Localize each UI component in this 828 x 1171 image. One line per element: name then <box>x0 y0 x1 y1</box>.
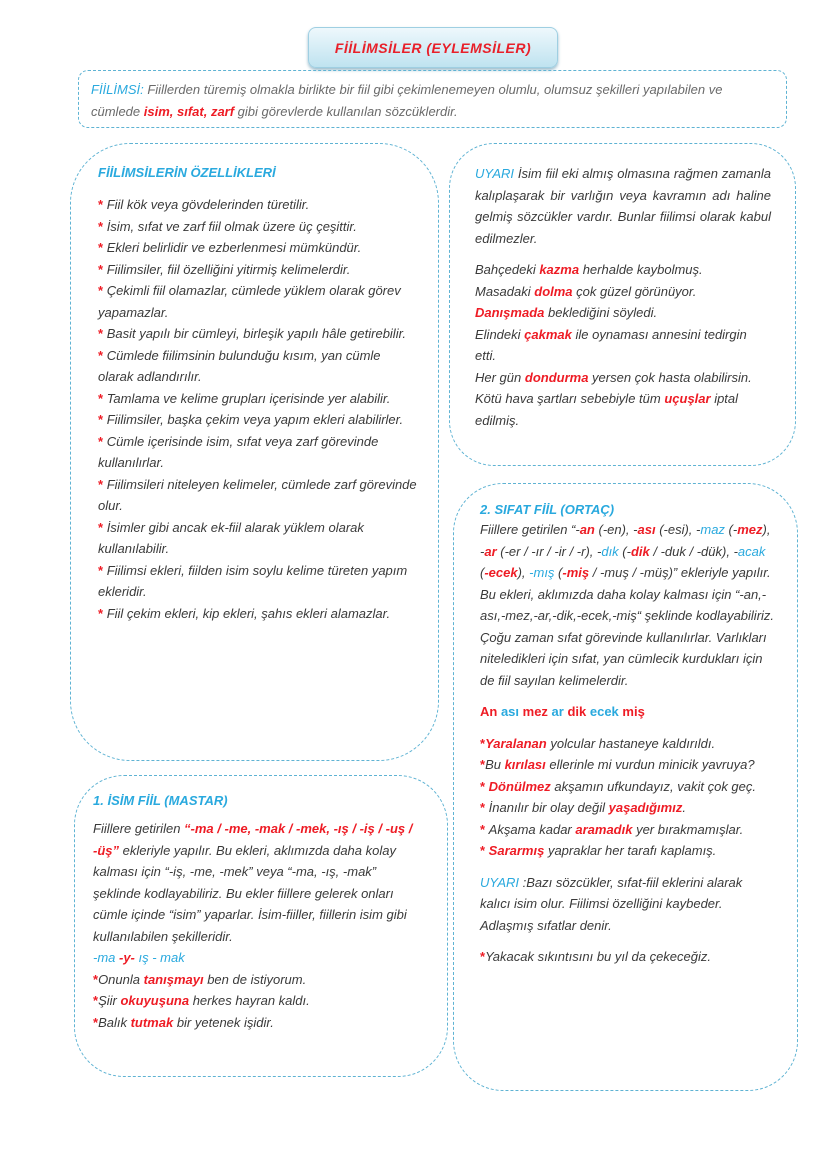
text-segment: Yakacak sıkıntısını bu yıl da çekeceğiz. <box>485 949 711 964</box>
bullet-star: * <box>98 347 104 363</box>
text-segment: yersen çok hasta olabilirsin. <box>588 369 752 385</box>
feature-item <box>98 323 418 345</box>
text-segment: Bu <box>485 757 505 772</box>
sifat-fiil-mnemonic <box>480 701 775 723</box>
example-sentence <box>475 367 771 389</box>
bullet-star: * <box>98 433 104 449</box>
feature-text: Cümlede fiilimsinin bulunduğu kısım, yan cümle olarak adlandırılır. <box>98 347 381 384</box>
highlight-text: ar <box>484 543 497 559</box>
bullet-star: * <box>98 519 104 535</box>
blue-label: -ma <box>93 950 119 965</box>
text-segment: Onunla <box>98 971 144 987</box>
bullet-star: * <box>480 735 486 751</box>
text-segment: (- <box>618 543 631 559</box>
bullet-star: * <box>98 562 104 578</box>
bullet-star: * <box>98 605 104 621</box>
bullet-star: * <box>98 261 104 277</box>
feature-item <box>98 388 418 410</box>
feature-item <box>98 474 418 517</box>
bullet-star: * <box>480 821 489 837</box>
blue-label: UYARI <box>475 166 515 181</box>
feature-text: Basit yapılı bir cümleyi, birleşik yapılı hâle getirebilir. <box>106 326 407 341</box>
blue-label: ecek <box>589 704 623 719</box>
bullet-star: * <box>98 218 104 234</box>
text-segment: beklediğini söyledi. <box>544 305 658 320</box>
example-sentence <box>93 990 427 1012</box>
feature-item <box>98 603 418 625</box>
highlight-text: ası <box>637 522 656 537</box>
sifat-fiil-examples <box>480 733 775 862</box>
blue-label: ış - mak <box>134 950 185 965</box>
feature-item <box>98 259 418 281</box>
example-sentence <box>480 797 775 819</box>
text-segment: yolcular hastaneye kaldırıldı. <box>546 735 716 751</box>
text-segment: İnanılır bir olay değil <box>488 800 609 815</box>
feature-text: Fiilimsi ekleri, fiilden isim soylu kelime türeten yapım ekleridir. <box>98 562 408 599</box>
example-sentence <box>480 819 775 841</box>
feature-item <box>98 237 418 259</box>
text-segment: ( <box>480 565 485 580</box>
text-segment: Elindeki <box>475 326 525 342</box>
text-segment: (-er / -ır / -ir / -r), - <box>496 543 602 559</box>
text-segment: (-en), - <box>594 522 638 537</box>
text-segment: / -muş / -müş)” ekleriyle yapılır. Bu ekleri, aklımızda daha kolay kalması için “-an,-ası,-mez,-ar,-dik,-ecek,-miş“ şeklinde kodlayabiliriz. Çoğu zaman sıfat görevinde kullanılırlar. Varlıkları niteledikleri için sıfat, yan cümlecik kurdukları için de fiil sayılan kelimelerdir. <box>480 565 775 688</box>
features-heading: FİİLİMSİLERİN ÖZELLİKLERİ <box>98 165 276 180</box>
feature-item <box>98 216 418 238</box>
text-segment: ), <box>517 565 530 580</box>
bullet-star: * <box>98 412 104 427</box>
example-sentence <box>480 733 775 755</box>
isim-fiil-examples <box>93 969 427 1034</box>
feature-item <box>98 560 418 603</box>
example-sentence <box>475 388 771 431</box>
feature-item <box>98 345 418 388</box>
feature-text: Fiilimsiler, fiil özelliğini yitirmiş kelimelerdir. <box>106 261 351 277</box>
feature-text: Fiil kök veya gövdelerinden türetilir. <box>106 197 310 212</box>
text-segment: herhalde kaybolmuş. <box>579 262 703 277</box>
text-segment: Fiillere getirilen “- <box>480 522 580 537</box>
feature-text: Fiil çekim ekleri, kip ekleri, şahıs ekleri alamazlar. <box>106 605 391 621</box>
bullet-star: * <box>98 326 104 341</box>
example-sentence <box>475 259 771 281</box>
highlight-text: tutmak <box>130 1014 174 1030</box>
feature-item <box>98 517 418 560</box>
text-segment: :Bazı sözcükler, sıfat-fiil eklerini alarak kalıcı isim olur. Fiilimsi özelliğini kaybeder. Adlaşmış sıfatlar denir. <box>480 874 743 933</box>
text-segment: ( <box>554 565 563 580</box>
highlight-text: dolma <box>534 283 573 299</box>
highlight-text: -y- <box>119 950 135 965</box>
warning-box <box>449 143 796 466</box>
text-segment: yer bırakmamışlar. <box>632 821 744 837</box>
highlight-text: tanışmayı <box>143 971 204 987</box>
highlight-text: dik <box>567 704 590 719</box>
feature-text: Fiilimsileri niteleyen kelimeler, cümlede zarf görevinde olur. <box>98 476 417 513</box>
text-segment: ellerinle mi vurdun minicik yavruya? <box>545 757 755 772</box>
bullet-star: * <box>480 757 486 772</box>
text-segment: akşamın ufkundayız, vakit çok geç. <box>550 778 757 794</box>
feature-text: Ekleri belirlidir ve ezberlenmesi mümkündür. <box>106 240 362 255</box>
text-segment: ), - <box>480 522 771 559</box>
warning-examples <box>475 259 771 431</box>
bullet-star: * <box>98 390 104 406</box>
text-segment: . <box>682 800 686 815</box>
text-segment: Masadaki <box>475 283 535 299</box>
text-segment: ben de istiyorum. <box>203 971 307 987</box>
example-sentence <box>93 969 427 991</box>
bullet-star: * <box>93 971 99 987</box>
example-sentence <box>480 776 775 798</box>
highlight-text: dik <box>630 543 650 559</box>
warning-text <box>475 163 771 249</box>
example-sentence <box>480 754 775 776</box>
text-segment: İsim fiil eki almış olmasına rağmen zamanla kalıplaşarak bir varlığın veya kavramın adı haline gelmiş sözcükler vardır. Bunlar fiilimsi olarak kabul edilmezler. <box>475 166 771 246</box>
text-segment: herkes hayran kaldı. <box>189 993 310 1008</box>
bullet-star: * <box>480 800 489 815</box>
feature-item <box>98 194 418 216</box>
bullet-star: * <box>480 949 486 964</box>
example-sentence <box>93 1012 427 1034</box>
example-sentence <box>475 302 771 324</box>
sifat-fiil-body <box>480 519 775 691</box>
isim-fiil-code <box>93 947 427 969</box>
blue-label: ar <box>551 704 568 719</box>
sifat-fiil-last-example <box>480 946 775 968</box>
definition-text <box>91 79 774 122</box>
highlight-text: Danışmada <box>475 305 545 320</box>
sifat-fiil-heading: 2. SIFAT FİİL (ORTAÇ) <box>480 502 615 517</box>
bullet-star: * <box>98 283 104 298</box>
blue-label: -mış <box>529 565 555 580</box>
example-sentence <box>475 324 771 367</box>
example-sentence <box>475 281 771 303</box>
highlight-text: uçuşlar <box>664 391 711 406</box>
page-title: FİİLİMSİLER (EYLEMSİLER) <box>308 27 558 68</box>
highlight-text: mez <box>522 704 552 719</box>
bullet-star: * <box>480 778 489 794</box>
text-segment: Akşama kadar <box>488 821 576 837</box>
highlight-text: aramadık <box>575 821 633 837</box>
example-sentence <box>480 840 775 862</box>
text-segment: yapraklar her tarafı kaplamış. <box>544 843 717 858</box>
feature-text: Tamlama ve kelime grupları içerisinde yer alabilir. <box>106 390 391 406</box>
text-segment: (- <box>724 522 738 537</box>
text-segment: çok güzel görünüyor. <box>572 283 697 299</box>
feature-item <box>98 431 418 474</box>
highlight-text: Yaralanan <box>485 735 547 751</box>
blue-label: maz <box>700 522 725 537</box>
isim-fiil-box <box>74 775 448 1077</box>
highlight-text: okuyuşuna <box>120 993 190 1008</box>
feature-text: Cümle içerisinde isim, sıfat veya zarf görevinde kullanılırlar. <box>98 433 379 470</box>
isim-fiil-body <box>93 818 427 947</box>
highlight-text: mez <box>737 522 763 537</box>
text-segment: Bahçedeki <box>475 262 540 277</box>
highlight-text: yaşadığımız <box>608 800 683 815</box>
sifat-fiil-warning <box>480 872 775 937</box>
feature-text: Fiilimsiler, başka çekim veya yapım ekleri alabilirler. <box>106 412 404 427</box>
highlight-text: An <box>480 704 501 719</box>
text-segment: (-esi), - <box>655 522 701 537</box>
features-box <box>70 143 439 761</box>
text-segment: ile oynaması annesini tedirgin etti. <box>475 326 747 363</box>
text-segment: iptal edilmiş. <box>475 391 739 428</box>
blue-label: FİİLİMSİ: <box>91 82 144 97</box>
sifat-fiil-box <box>453 483 798 1091</box>
bullet-star: * <box>98 476 104 492</box>
text-segment: bir yetenek işidir. <box>173 1014 274 1030</box>
text-segment: Fiillerden türemiş olmakla birlikte bir fiil gibi çekimlenemeyen olumlu, olumsuz şekilleri yapılabilen ve cümlede <box>91 82 723 119</box>
blue-label: ası <box>500 704 523 719</box>
definition-box <box>78 70 787 128</box>
highlight-text: Sararmış <box>488 843 545 858</box>
text-segment: gibi görevlerde kullanılan sözcüklerdir. <box>234 103 458 119</box>
feature-text: Çekimli fiil olamazlar, cümlede yüklem olarak görev yapamazlar. <box>98 283 401 320</box>
highlight-text: -miş <box>562 565 590 580</box>
text-segment: Her gün <box>475 369 525 385</box>
highlight-text: -ecek <box>484 565 518 580</box>
text-segment: / -duk / -dük), - <box>649 543 738 559</box>
text-segment: Fiillere getirilen <box>93 821 185 836</box>
highlight-text: kazma <box>539 262 580 277</box>
isim-fiil-heading: 1. İSİM FİİL (MASTAR) <box>93 793 228 808</box>
text-segment: Balık <box>98 1014 131 1030</box>
text-segment: Kötü hava şartları sebebiyle tüm <box>475 391 665 406</box>
highlight-text: an <box>579 522 595 537</box>
feature-item <box>98 280 418 323</box>
feature-text: İsim, sıfat ve zarf fiil olmak üzere üç çeşittir. <box>106 218 357 234</box>
bullet-star: * <box>93 993 99 1008</box>
feature-item <box>98 409 418 431</box>
bullet-star: * <box>93 1014 99 1030</box>
blue-label: UYARI <box>480 874 520 890</box>
text-segment: Şiir <box>98 993 121 1008</box>
highlight-text: dondurma <box>524 369 589 385</box>
highlight-text: “-ma / -me, -mak / -mek, -ış / -iş / -uş / -üş” <box>93 821 413 858</box>
features-list <box>98 194 418 624</box>
highlight-text: Dönülmez <box>488 778 551 794</box>
bullet-star: * <box>98 197 104 212</box>
bullet-star: * <box>98 240 104 255</box>
highlight-text: isim, sıfat, zarf <box>143 103 235 119</box>
blue-label: acak <box>737 543 766 559</box>
highlight-text: kırılası <box>504 757 546 772</box>
highlight-text: çakmak <box>524 326 572 342</box>
bullet-star: * <box>480 843 489 858</box>
blue-label: dık <box>601 543 619 559</box>
text-segment: ekleriyle yapılır. Bu ekleri, aklımızda daha kolay kalması için “-iş, -me, -mek” veya “-ma, -ış, -mak” şeklinde kodlayabiliriz. Bu ekler fiillere gelerek onları cümle içinde “isim” yaparlar. İsim-fiiller, fiillerin isim gibi kullanılabilen şekilleridir. <box>93 842 407 944</box>
highlight-text: miş <box>622 704 645 719</box>
feature-text: İsimler gibi ancak ek-fiil alarak yüklem olarak kullanılabilir. <box>98 519 364 556</box>
